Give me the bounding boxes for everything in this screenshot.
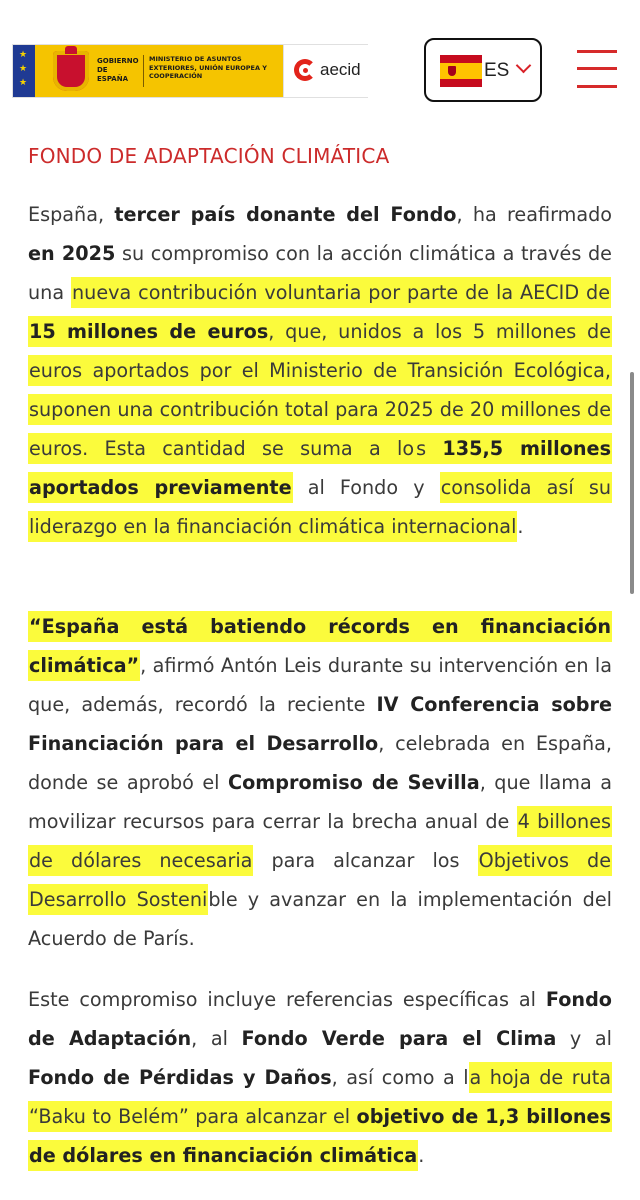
ministry-label: MINISTERIO DE ASUNTOS EXTERIORES, UNIÓN EUROPEA Y COOPERACIÓN	[149, 55, 267, 80]
highlighted-text: s 135,5 millones aportados previamente	[28, 433, 612, 503]
text-run: , así como a l	[331, 1066, 469, 1089]
text-run: , afirmó Antón Leis durante su intervención en la que, además, recordó la reciente	[28, 654, 612, 716]
spain-flag-icon	[440, 55, 482, 87]
language-code: ES	[484, 60, 510, 81]
bold-text: 135,5 millones aportados previamente	[29, 437, 611, 499]
aecid-mark-icon	[294, 59, 316, 81]
text-run: .	[418, 1144, 425, 1167]
site-header	[0, 0, 640, 110]
text-run: , al	[191, 1027, 242, 1050]
paragraph-3	[28, 980, 612, 1175]
paragraph-2	[28, 607, 612, 958]
text-run: , que llama a movilizar recursos para cerrar la brecha anual de	[28, 771, 612, 833]
bold-text: Compromiso de Sevilla	[227, 771, 480, 794]
text-run: España,	[28, 203, 115, 226]
gobierno-logo	[35, 45, 283, 97]
text-run: para alcanzar los	[253, 849, 478, 872]
text-run: .	[517, 515, 524, 538]
text-run: y al	[556, 1027, 612, 1050]
aecid-label: aecid	[320, 60, 361, 79]
section-title: FONDO DE ADAPTACIÓN CLIMÁTICA	[28, 144, 390, 168]
text-run: su compromiso con la acción climática a través de una	[28, 242, 612, 304]
chevron-down-icon	[516, 58, 532, 74]
highlighted-text: consolida así su liderazgo en la financiación climática internacional	[28, 472, 612, 542]
highlighted-text: 4 billones de dólares necesaria	[28, 806, 612, 876]
highlighted-text: a hoja de ruta “Baku to Belém” para alcanzar el objetivo de 1,3 billones de dólares en financiación climática	[28, 1062, 612, 1171]
bold-text: 15 millones de euros	[29, 320, 269, 343]
text-run: ble y avanzar en la implementación del Acuerdo de París.	[28, 888, 612, 950]
bold-text: Fondo de Adaptación	[28, 988, 612, 1050]
bold-text: IV Conferencia sobre Financiación para el Desarrollo	[28, 693, 613, 755]
coat-of-arms-icon	[53, 51, 89, 91]
language-selector[interactable]	[424, 38, 542, 102]
eu-flag-icon: ★ ★ ★	[13, 45, 35, 97]
hamburger-menu-icon[interactable]	[577, 48, 617, 90]
text-run: Este compromiso incluye referencias específicas al	[28, 988, 546, 1011]
text-run: , ha reafirmado	[456, 203, 612, 226]
highlighted-quote: “España está batiendo récords en financiación climática”	[28, 611, 612, 681]
government-logo-link[interactable]	[12, 44, 368, 98]
paragraph-1	[28, 195, 612, 546]
bold-text: Fondo de Pérdidas y Daños	[28, 1066, 332, 1089]
text-run: al Fondo y	[292, 476, 440, 499]
logo-divider	[143, 55, 144, 87]
bold-text: Fondo Verde para el Clima	[241, 1027, 557, 1050]
highlighted-text: Objetivos de Desarrollo Sosteni	[28, 845, 612, 915]
bold-text: tercer país donante del Fondo	[114, 203, 457, 226]
gobierno-label: GOBIERNO DE ESPAÑA	[97, 57, 139, 83]
highlighted-text: nueva contribución voluntaria por parte de la AECID de 15 millones de euros, que, unidos a los 5 millones de euros aportados por el Ministerio de Transición Ecológica, suponen una contribución total para 2025 de 20 millones de euros. Esta cantidad se suma a lo	[28, 277, 612, 464]
bold-text: en 2025	[28, 242, 116, 265]
vertical-scrollbar[interactable]	[630, 372, 634, 594]
bold-text: objetivo de 1,3 billones de dólares en financiación climática	[29, 1105, 611, 1167]
aecid-logo	[283, 45, 368, 97]
text-run: , celebrada en España, donde se aprobó el	[28, 732, 612, 794]
